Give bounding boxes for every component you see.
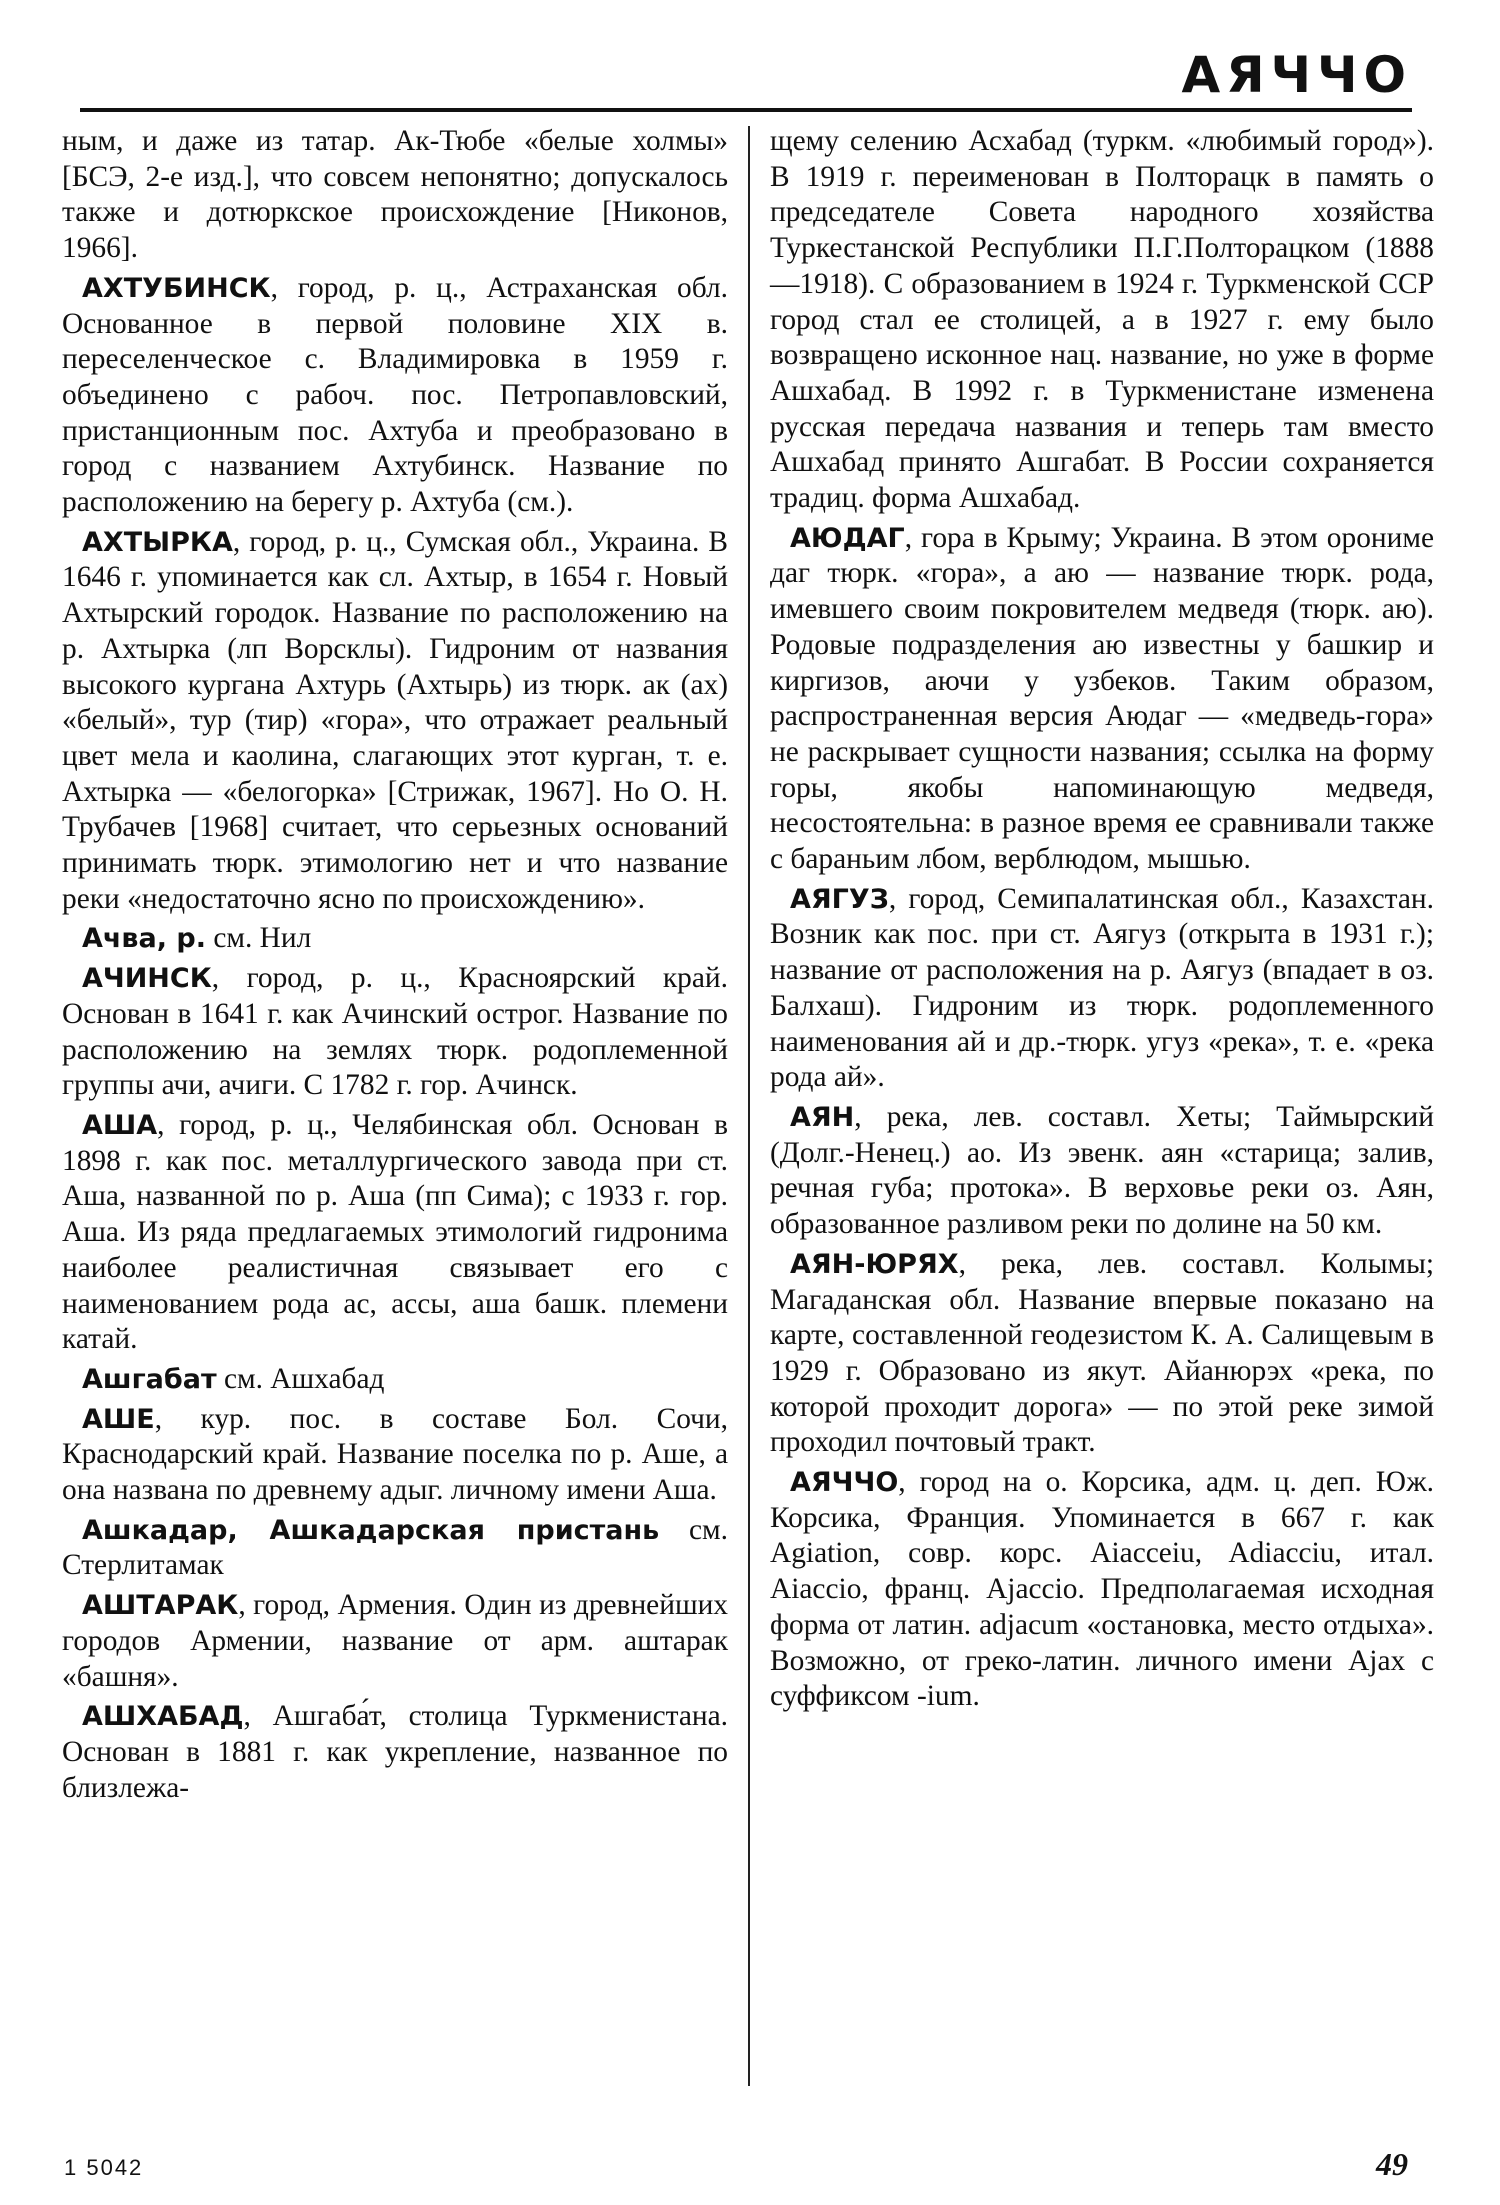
entry-headword: Ашгабат xyxy=(82,1363,217,1395)
entry-headword: АЯЧЧО xyxy=(790,1467,899,1499)
entry-headword: АХТЫРКА xyxy=(82,526,233,558)
dictionary-entry: щему селению Асхабад (туркм. «любимый город»). В 1919 г. переименован в Полторацк в память о председателе Совета народного хозяйства Туркестанской Республики П.Г.Полторацком (1888—1918). С образованием в 1924 г. Туркменской ССР город стал ее столицей, а в 1927 г. ему было возвращено исконное нац. название, но уже в форме Ашхабад. В 1992 г. в Туркменистане изменена русская передача названия и теперь там вместо Ашхабад принято Ашгабат. В России сохраняется традиц. форма Ашхабад. xyxy=(770,125,1434,515)
dictionary-entry: АХТЫРКА, город, р. ц., Сумская обл., Украина. В 1646 г. упоминается как сл. Ахтыр, в 1654 г. Новый Ахтырский городок. Название по расположению на р. Ахтырка (лп Ворсклы). Гидроним от названия высокого кургана Ахтурь (Ахтырь) из тюрк. ак (ах) «белый», тур (тир) «гора», что отражает реальный цвет мела и каолина, слагающих этот курган, т. е. Ахтырка — «белогорка» [Стрижак, 1967]. Но О. Н. Трубачев [1968] считает, что серьезных оснований принимать тюрк. этимологию нет и что название реки «недостаточно ясно по происхождению». xyxy=(62,525,728,915)
right-column xyxy=(770,124,1434,1719)
dictionary-entry: АЯН-ЮРЯХ, река, лев. составл. Колымы; Магаданская обл. Название впервые показано на карте, составленной геодезистом К. А. Салищевым в 1929 г. Образовано из якут. Айанюрэх «река, по которой проходит дорога» — по этой реке зимой проходил почтовый тракт. xyxy=(770,1247,1434,1459)
dictionary-entry: Ашкадар, Ашкадарская пристань см. Стерлитамак xyxy=(62,1513,728,1582)
entry-headword: АШХАБАД xyxy=(82,1701,244,1733)
entry-headword: Ашкадар, Ашкадарская пристань xyxy=(82,1514,660,1546)
entry-headword: АЧИНСК xyxy=(82,963,212,995)
header-rule xyxy=(80,108,1412,112)
entry-headword: АЮДАГ xyxy=(790,522,905,554)
dictionary-entry: АШХАБАД, Ашгаба́т, столица Туркменистана. Основан в 1881 г. как укрепление, названное по близлежа- xyxy=(62,1700,728,1804)
column-divider xyxy=(748,126,750,2086)
dictionary-entry: АШТАРАК, город, Армения. Один из древнейших городов Армении, название от арм. аштарак «башня». xyxy=(62,1589,728,1693)
entry-headword: АХТУБИНСК xyxy=(82,272,271,304)
dictionary-entry: АШЕ, кур. пос. в составе Бол. Сочи, Краснодарский край. Название поселка по р. Аше, а она названа по древнему адыг. личному имени Аша. xyxy=(62,1402,728,1507)
dictionary-entry: ным, и даже из татар. Ак-Тюбе «белые холмы» [БСЭ, 2-е изд.], что совсем непонятно; допускалось также и дотюркское происхождение [Никонов, 1966]. xyxy=(62,125,728,265)
entry-headword: Ачва, р. xyxy=(82,923,206,955)
entry-headword: АЯН-ЮРЯХ xyxy=(790,1248,959,1280)
print-code: 1 5042 xyxy=(64,2155,144,2180)
page-number: 49 xyxy=(1376,2146,1408,2182)
entry-headword: АЯН xyxy=(790,1101,855,1133)
dictionary-entry: АЯН, река, лев. составл. Хеты; Таймырский (Долг.-Ненец.) ао. Из эвенк. аян «старица; залив, речная губа; протока». В верховье реки оз. Аян, образованное разливом реки по долине на 50 км. xyxy=(770,1100,1434,1241)
dictionary-entry: АХТУБИНСК, город, р. ц., Астраханская обл. Основанное в первой половине XIX в. переселенческое с. Владимировка в 1959 г. объединено с рабоч. пос. Петропавловский, пристанционным пос. Ахтуба и преобразовано в город с названием Ахтубинск. Название по расположению на берегу р. Ахтуба (см.). xyxy=(62,271,728,519)
dictionary-entry: АЧИНСК, город, р. ц., Красноярский край. Основан в 1641 г. как Ачинский острог. Название по расположению на землях тюрк. родоплеменной группы ачи, ачиги. С 1782 г. гор. Ачинск. xyxy=(62,962,728,1102)
dictionary-entry: Ачва, р. см. Нил xyxy=(82,922,312,955)
dictionary-entry: АЮДАГ, гора в Крыму; Украина. В этом орониме даг тюрк. «гора», а аю — название тюрк. рода, имевшего своим покровителем медведя (тюрк. аю). Родовые подразделения аю известны у башкир и киргизов, аючи у узбеков. Таким образом, распространенная версия Аюдаг — «медведь-гора» не раскрывает сущности названия; ссылка на форму горы, якобы напоминающую медведя, несостоятельна: в разное время ее сравнивали также с бараньим лбом, верблюдом, мышью. xyxy=(770,521,1434,876)
entry-headword: АШЕ xyxy=(82,1403,155,1435)
dictionary-entry: АЯЧЧО, город на о. Корсика, адм. ц. деп. Юж. Корсика, Франция. Упоминается в 667 г. как Agiation, совр. корс. Aiacceiu, Adiacciu, итал. Aiaccio, франц. Ajaccio. Предполагаемая исходная форма от латин. adjacum «остановка, место отдыха». Возможно, от греко-латин. личного имени Ajax с суффиксом -ium. xyxy=(770,1466,1434,1713)
dictionary-entry: АЯГУЗ, город, Семипалатинская обл., Казахстан. Возник как пос. при ст. Аягуз (открыта в 1931 г.); название от расположения на р. Аягуз (впадает в оз. Балхаш). Гидроним из тюрк. родоплеменного наименования ай и др.-тюрк. угуз «река», т. е. «река рода ай». xyxy=(770,882,1434,1094)
dictionary-entry: АША, город, р. ц., Челябинская обл. Основан в 1898 г. как пос. металлургического завода при ст. Аша, названной по р. Аша (пп Сима); с 1933 г. гор. Аша. Из ряда предлагаемых этимологий гидронима наиболее реалистичная связывает его с наименованием рода ас, ассы, аша башк. племени катай. xyxy=(62,1108,728,1356)
dictionary-entry: Ашгабат см. Ашхабад xyxy=(82,1362,385,1395)
entry-headword: АША xyxy=(82,1109,158,1141)
running-head: АЯЧЧО xyxy=(1181,46,1412,104)
entry-headword: АЯГУЗ xyxy=(790,883,889,915)
entry-headword: АШТАРАК xyxy=(82,1590,239,1622)
left-column xyxy=(62,124,728,1810)
